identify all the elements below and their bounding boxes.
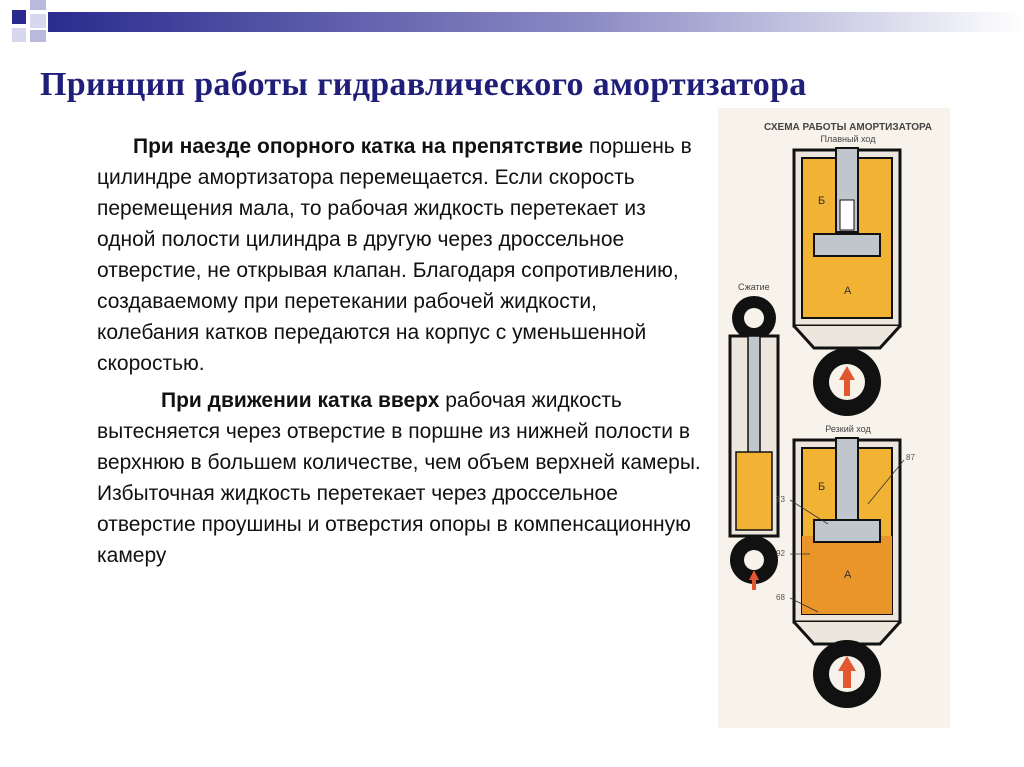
paragraph-2 (97, 385, 702, 571)
chamber-lower-label-top: А (844, 285, 852, 297)
callout-68: 68 (776, 593, 785, 602)
paragraph-1-rest: поршень в цилиндре амортизатора перемещается. Если скорость перемещения мала, то рабочая жидкость перетекает из одной полости цилиндра в другую через дроссельное отверстие, не открывая клапан. Благодаря сопротивлению, создаваемому при перетекании рабочей жидкости, колебания катков передаются на корпус с уменьшенной скоростью. (97, 135, 692, 375)
compression-label: Сжатие (738, 282, 770, 292)
callout-92: 92 (776, 549, 785, 558)
callout-87: 87 (906, 453, 915, 462)
compression-unit (730, 296, 778, 590)
smooth-stroke-label: Плавный ход (820, 134, 876, 144)
shock-absorber-diagram (718, 108, 950, 728)
shock-absorber-diagram-image (718, 108, 950, 728)
paragraph-1-lead: При наезде опорного катка на препятствие (133, 135, 584, 158)
chamber-lower-label-bottom: А (844, 569, 852, 581)
chamber-upper-label-bottom: Б (818, 481, 826, 493)
header-decoration (0, 0, 1024, 44)
diagram-caption: СХЕМА РАБОТЫ АМОРТИЗАТОРА (764, 122, 932, 133)
sharp-stroke-label: Резкий ход (825, 424, 871, 434)
paragraph-1 (97, 131, 702, 379)
page-title: Принцип работы гидравлического амортизатора (40, 66, 807, 103)
callout-73: 73 (776, 495, 785, 504)
body-text (97, 131, 702, 571)
chamber-upper-label-top: Б (818, 195, 826, 207)
paragraph-2-lead: При движении катка вверх (161, 389, 440, 412)
paragraph-2-rest: рабочая жидкость вытесняется через отверстие в поршне из нижней полости в верхнюю в большем количестве, чем объем верхней камеры. Избыточная жидкость перетекает через дроссельное отверстие проушины и отверстия опоры в компенсационную камеру (97, 389, 701, 567)
